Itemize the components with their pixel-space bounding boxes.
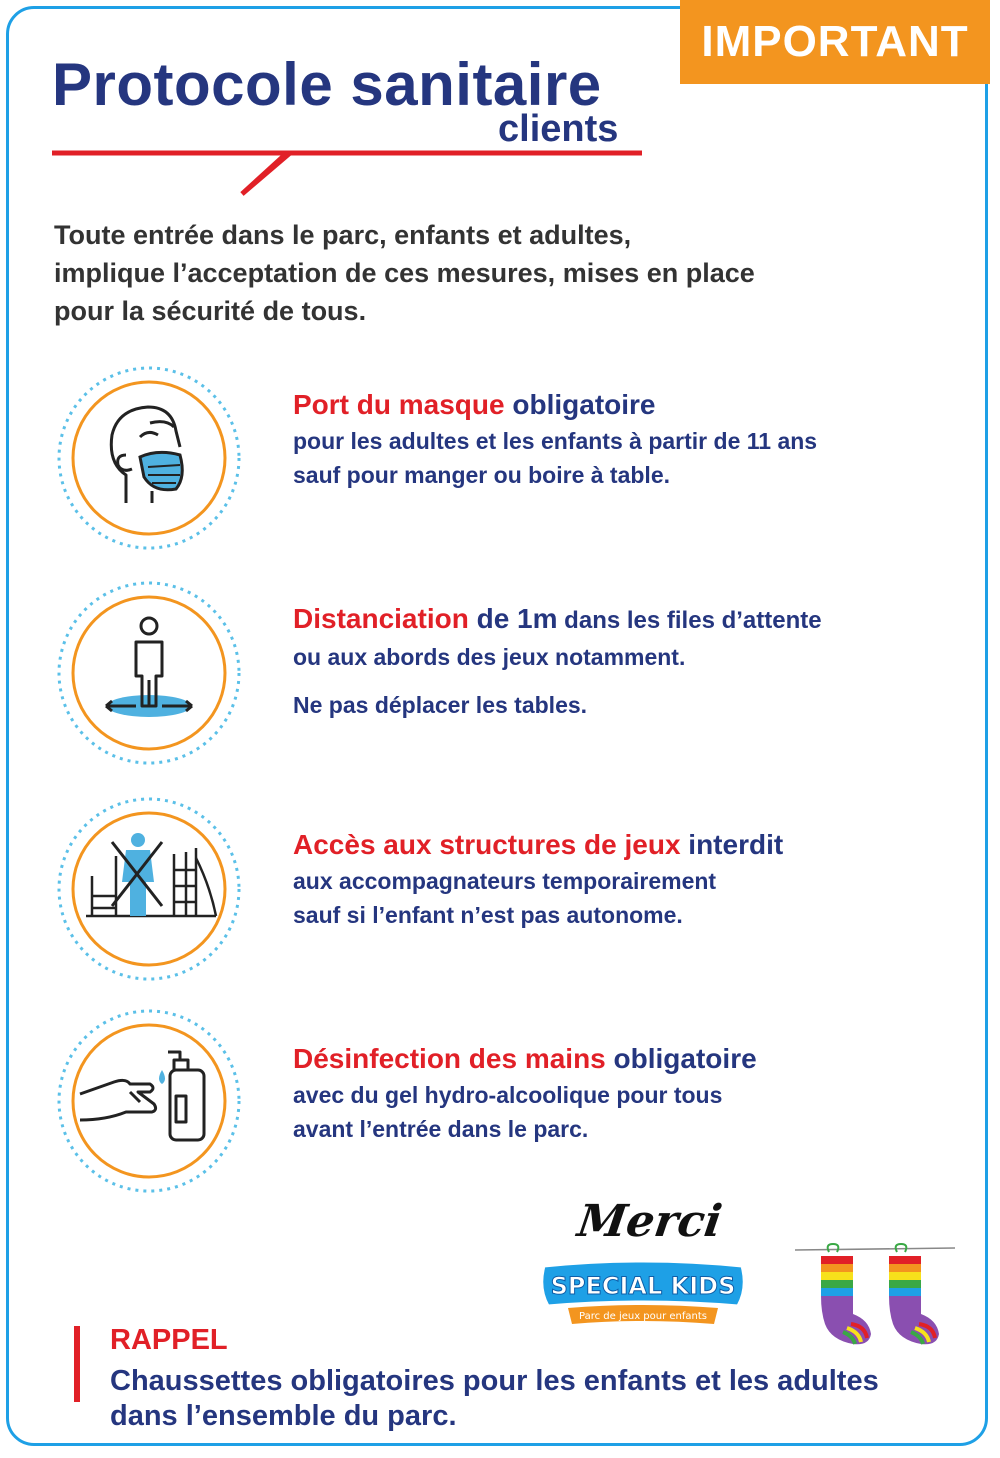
rappel-text — [110, 1364, 995, 1434]
face-mask-icon — [56, 365, 242, 551]
item-heading-blue: obligatoire — [605, 1043, 757, 1074]
item-heading-red: Distanciation — [293, 603, 469, 634]
no-adult-playground-icon — [56, 796, 242, 982]
social-distancing-icon — [56, 580, 242, 766]
important-badge: IMPORTANT — [680, 0, 990, 84]
rappel-title: RAPPEL — [110, 1324, 228, 1356]
item-detail: Ne pas déplacer les tables. — [293, 692, 588, 718]
item-heading-red: Accès aux structures de jeux — [293, 829, 681, 860]
item-mask — [293, 386, 983, 492]
item-distancing — [293, 600, 983, 722]
item-heading-red: Port du masque — [293, 389, 505, 420]
intro-line: Toute entrée dans le parc, enfants et adultes, — [54, 220, 632, 250]
intro-text — [54, 216, 954, 330]
item-heading-blue: obligatoire — [504, 389, 656, 420]
item-detail: avec du gel hydro-alcoolique pour tous — [293, 1082, 723, 1108]
item-detail: sauf si l’enfant n’est pas autonome. — [293, 902, 683, 928]
logo-name: SPECIAL KIDS — [550, 1272, 736, 1300]
merci-text: Merci — [574, 1196, 725, 1247]
item-heading-red: Désinfection des mains — [293, 1043, 606, 1074]
page-title: Protocole sanitaire — [52, 51, 602, 118]
rappel-line: dans l’ensemble du parc. — [110, 1400, 457, 1432]
item-detail: sauf pour manger ou boire à table. — [293, 462, 671, 488]
rappel-line: Chaussettes obligatoires pour les enfants et les adultes — [110, 1365, 879, 1397]
item-heading-blue: de 1m — [468, 603, 558, 634]
item-detail: pour les adultes et les enfants à partir de 11 ans — [293, 428, 818, 454]
item-detail: aux accompagnateurs temporairement — [293, 868, 717, 894]
item-playground — [293, 826, 983, 932]
rappel-bar — [74, 1326, 80, 1402]
page-subtitle: clients — [498, 108, 619, 150]
special-kids-logo — [538, 1258, 748, 1328]
speech-underline — [52, 140, 652, 200]
intro-line: pour la sécurité de tous. — [54, 296, 367, 326]
hand-sanitizer-icon — [56, 1008, 242, 1194]
item-heading-rest: dans les files d’attente — [557, 607, 822, 634]
item-sanitizer — [293, 1040, 983, 1146]
item-heading-blue: interdit — [680, 829, 784, 860]
socks-icon — [795, 1240, 955, 1350]
item-detail: avant l’entrée dans le parc. — [293, 1116, 589, 1142]
logo-tagline: Parc de jeux pour enfants — [578, 1311, 708, 1322]
item-detail: ou aux abords des jeux notamment. — [293, 644, 686, 670]
intro-line: implique l’acceptation de ces mesures, mises en place — [54, 258, 755, 288]
